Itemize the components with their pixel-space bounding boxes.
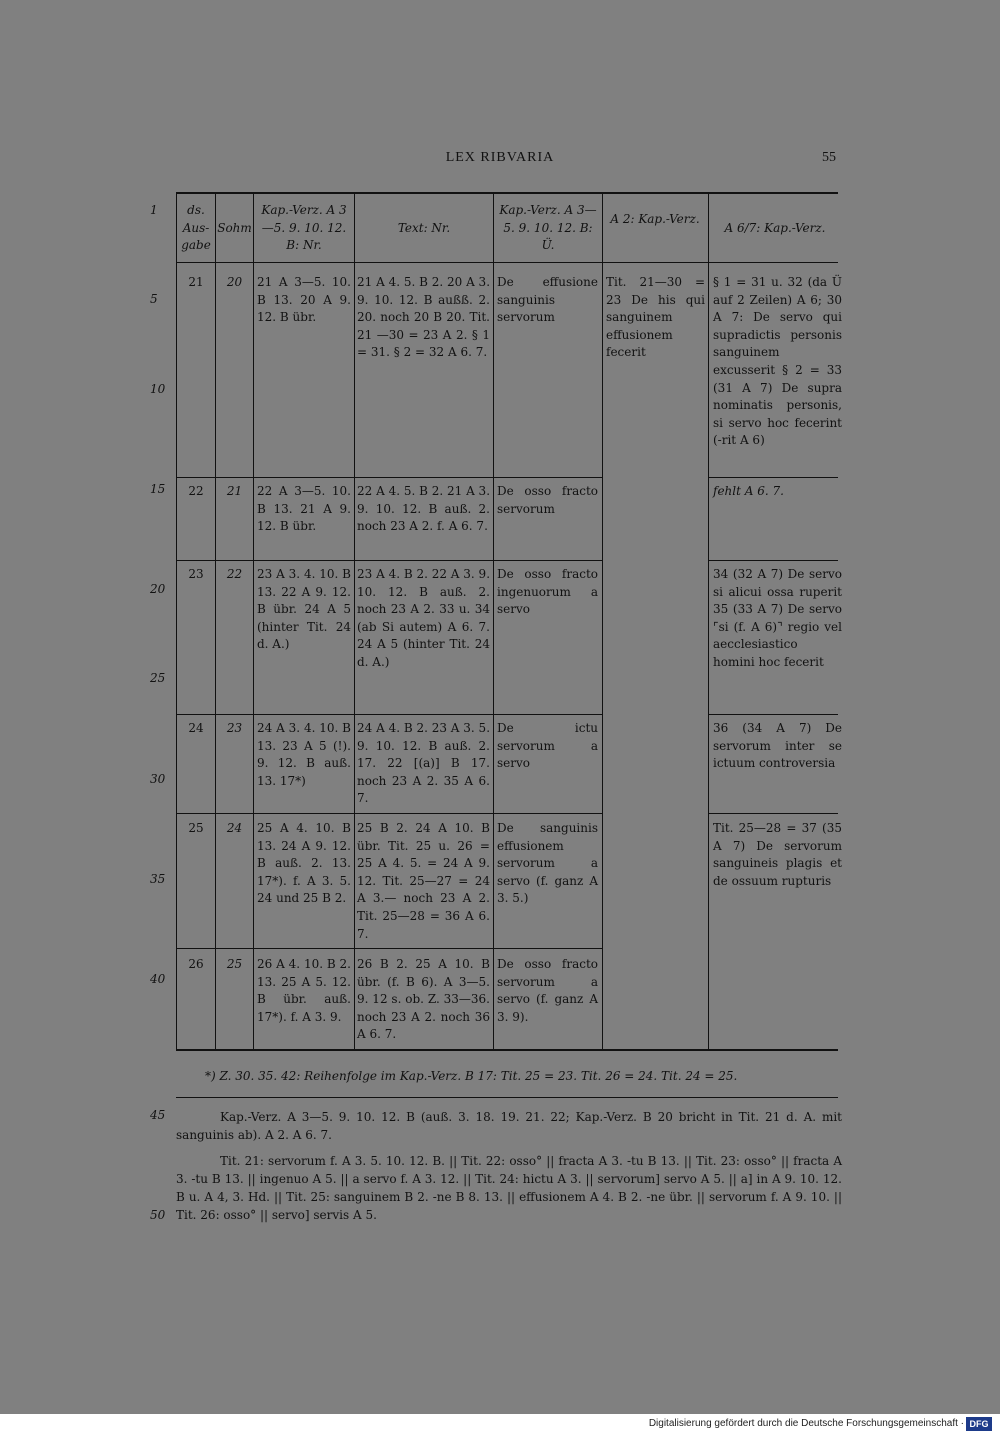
row-divider	[176, 813, 602, 814]
cell-ausgabe: 21	[188, 275, 204, 289]
cell-kap-verz: 26 A 4. 10. B 2. 13. 25 A 5. 12. B übr. auß. 17*). f. A 3. 9.	[257, 957, 351, 1024]
cell-rubric: De effusione sanguinis servorum	[497, 275, 598, 325]
dfg-logo: DFG	[966, 1417, 992, 1431]
cell-text: 21 A 4. 5. B 2. 20 A 3. 9. 10. 12. B außß. 2. 20. noch 20 B 20. Tit. 21 —30 = 23 A 2. § 1 = 31. § 2 = 32 A 6. 7.	[357, 275, 491, 360]
line-number: 45	[150, 1108, 166, 1122]
row-divider	[708, 477, 838, 478]
column-header-a67: A 6/7: Kap.-Verz.	[724, 221, 826, 235]
cell-sohm: 23	[226, 721, 243, 735]
line-number: 50	[150, 1208, 166, 1222]
cell-ausgabe: 24	[188, 721, 204, 735]
cell-rubric: De osso fracto servorum a servo (f. ganz A 3. 9).	[497, 957, 598, 1024]
cell-text: 24 A 4. B 2. 23 A 3. 5. 9. 10. 12. B auß. 2. 17. 22 [(a)] B 17. noch 23 A 2. 35 A 6. 7.	[357, 721, 491, 806]
cell-text: 26 B 2. 25 A 10. B übr. (f. B 6). A 3—5. 9. 12 s. ob. Z. 33—36. noch 23 A 2. noch 36 A 6. 7.	[357, 957, 490, 1042]
line-number: 1	[150, 203, 158, 217]
cell-ausgabe: 23	[188, 567, 204, 581]
cell-a67: fehlt A 6. 7.	[713, 484, 784, 498]
col-divider	[253, 192, 254, 1050]
cell-rubric: De osso fracto ingenuorum a servo	[497, 567, 598, 617]
cell-a67: 34 (32 A 7) De servo si alicui ossa ruperit 35 (33 A 7) De servo ⌜si (f. A 6)⌝ regio vel aecclesiastico homini hoc fecerit	[713, 567, 842, 669]
column-header-ausgabe: ds. Aus-gabe	[181, 203, 211, 253]
cell-kap-verz: 24 A 3. 4. 10. B 13. 23 A 5 (!). 9. 12. B auß. 13. 17*)	[257, 721, 351, 788]
cell-a67: Tit. 25—28 = 37 (35 A 7) De servorum sanguineis plagis et de ossuum rupturis	[713, 821, 842, 888]
cell-kap-verz: 21 A 3—5. 10. B 13. 20 A 9. 12. B übr.	[257, 275, 351, 325]
column-header-kap-verz-ue: Kap.-Verz. A 3—5. 9. 10. 12. B: Ü.	[499, 203, 597, 253]
line-number: 20	[150, 582, 166, 596]
row-divider	[708, 560, 838, 561]
line-number: 5	[150, 292, 158, 306]
line-number: 35	[150, 872, 166, 886]
row-divider	[708, 714, 838, 715]
row-divider	[176, 560, 602, 561]
table-bottom-rule	[176, 1049, 838, 1051]
table-footnote: *) Z. 30. 35. 42: Reihenfolge im Kap.-Verz. B 17: Tit. 25 = 23. Tit. 26 = 24. Tit. 24 = 25.	[205, 1069, 738, 1083]
cell-a2: Tit. 21—30 = 23 De his qui sanguinem effusionem fecerit	[606, 275, 705, 360]
row-divider	[176, 477, 602, 478]
cell-rubric: De ictu servorum a servo	[497, 721, 598, 771]
cell-kap-verz: 23 A 3. 4. 10. B 13. 22 A 9. 12. B übr. 24 A 5 (hinter Tit. 24 d. A.)	[257, 567, 351, 652]
cell-rubric: De sanguinis effusionem servorum a servo (f. ganz A 3. 5.)	[497, 821, 598, 906]
row-divider	[176, 948, 602, 949]
column-header-text-nr: Text: Nr.	[397, 221, 451, 235]
cell-sohm: 22	[226, 567, 243, 581]
row-divider	[176, 714, 602, 715]
column-header-kap-verz-nr: Kap.-Verz. A 3—5. 9. 10. 12. B: Nr.	[261, 203, 347, 253]
cell-kap-verz: 22 A 3—5. 10. B 13. 21 A 9. 12. B übr.	[257, 484, 351, 534]
col-divider	[354, 192, 355, 1050]
cell-text: 22 A 4. 5. B 2. 21 A 3. 9. 10. 12. B auß. 2. noch 23 A 2. f. A 6. 7.	[357, 484, 491, 534]
line-number: 40	[150, 972, 166, 986]
cell-ausgabe: 26	[188, 957, 204, 971]
table-top-rule	[176, 192, 838, 194]
cell-ausgabe: 25	[188, 821, 204, 835]
col-divider	[176, 192, 177, 1050]
cell-a67: 36 (34 A 7) De servorum inter se ictuum controversia	[713, 721, 842, 771]
cell-kap-verz: 25 A 4. 10. B 13. 24 A 9. 12. B auß. 2. 13. 17*). f. A 3. 5. 24 und 25 B 2.	[257, 821, 351, 906]
row-divider	[708, 813, 838, 814]
apparatus-paragraph: Tit. 21: servorum f. A 3. 5. 10. 12. B. || Tit. 22: osso° || fracta A 3. -tu B 13. || Tit. 23: osso° || fracta A 3. -tu B 13. || ingenuo A 5. || a servo f. A 3. 12. || Tit. 24: hictu A 3. || servorum] servo A 5. || a] in A 9. 10. 12. B u. A 4, 3. Hd. || Tit. 25: sanguinem B 2. -ne B 8. 13. || effusionem A 4. B 2. -ne übr. || servorum f. A 9. 10. || Tit. 26: osso° || servo] servis A 5.	[176, 1154, 842, 1222]
apparatus-paragraph: Kap.-Verz. A 3—5. 9. 10. 12. B (auß. 3. 18. 19. 21. 22; Kap.-Verz. B 20 bricht in Tit. 21 d. A. mit sanguinis ab). A 2. A 6. 7.	[176, 1110, 842, 1142]
column-header-sohm: Sohm	[217, 221, 252, 235]
apparatus-rule	[176, 1097, 838, 1098]
cell-sohm: 25	[226, 957, 243, 971]
cell-a67: § 1 = 31 u. 32 (da Ü auf 2 Zeilen) A 6; 30 A 7: De servo qui supradictis personis sanguinem excusserit § 2 = 33 (31 A 7) De supra nominatis personis, si servo hoc fecerint (-rit A 6)	[713, 275, 842, 448]
cell-ausgabe: 22	[188, 484, 204, 498]
col-divider	[493, 192, 494, 1050]
cell-text: 25 B 2. 24 A 10. B übr. Tit. 25 u. 26 = 25 A 4. 5. = 24 A 9. 12. Tit. 25—27 = 24 A 3.— noch 23 A 2. Tit. 25—28 = 36 A 6. 7.	[357, 821, 490, 941]
line-number: 15	[150, 482, 166, 496]
column-header-a2: A 2: Kap.-Verz.	[610, 212, 700, 226]
line-number: 10	[150, 382, 166, 396]
page-number: 55	[822, 150, 836, 165]
cell-sohm: 24	[226, 821, 243, 835]
col-divider	[708, 192, 709, 1050]
cell-rubric: De osso fracto servorum	[497, 484, 598, 516]
funding-notice: Digitalisierung gefördert durch die Deutsche Forschungsgemeinschaft ·	[648, 1418, 964, 1429]
cell-sohm: 21	[226, 484, 243, 498]
running-title: LEX RIBVARIA	[445, 150, 555, 165]
line-number: 25	[150, 671, 166, 685]
line-number: 30	[150, 772, 166, 786]
col-divider	[215, 192, 216, 1050]
cell-text: 23 A 4. B 2. 22 A 3. 9. 10. 12. B auß. 2. noch 23 A 2. 33 u. 34 (ab Si autem) A 6. 7. 24 A 5 (hinter Tit. 24 d. A.)	[357, 567, 491, 669]
cell-sohm: 20	[226, 275, 243, 289]
col-divider	[602, 192, 603, 1050]
table-header-rule	[176, 262, 838, 263]
